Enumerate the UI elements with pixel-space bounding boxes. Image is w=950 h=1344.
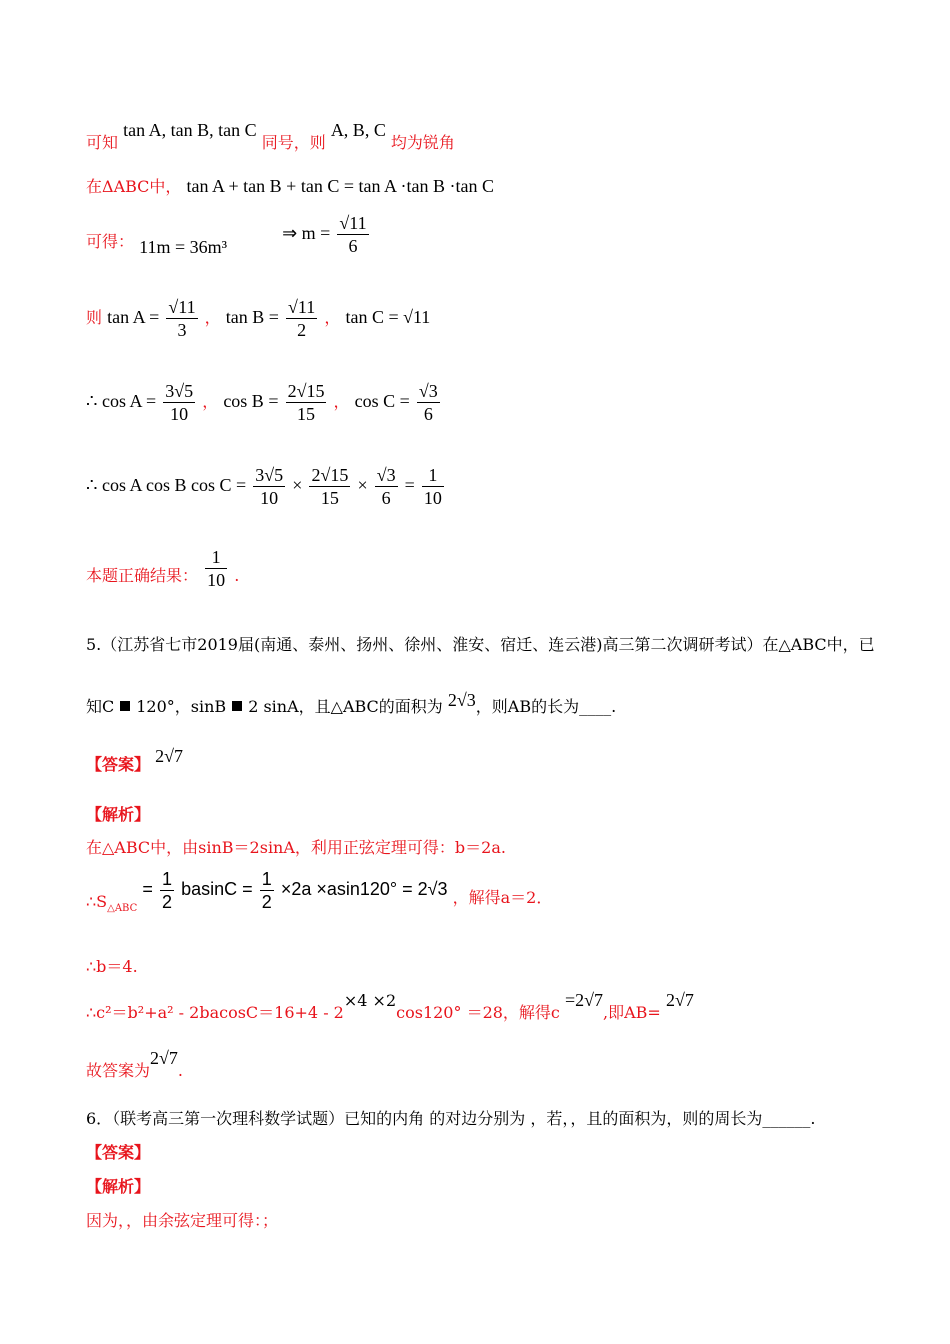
fraction: $\frac{1}{2}$ <box>161 869 172 912</box>
fraction: $\frac{2√15}{15}$ <box>287 381 325 424</box>
analysis-5-final: 故答案为2√7. <box>86 1048 183 1080</box>
question-6: 6．（联考高三第一次理科数学试题）已知的内角 的对边分别为 ，若，，且的面积为，则的周长为______. <box>86 1109 816 1128</box>
fraction: $\frac{√11}{3}$ <box>168 297 196 340</box>
analysis-6-step-1: 因为，，由余弦定理可得：； <box>86 1211 279 1230</box>
solution-line-cos-values: ∴ cos A = $\frac{3√5}{10}$ ， cos B = $\frac{2√15}{15}$ ， cos C = $\frac{√3}{6}$ <box>86 381 438 424</box>
fraction: $\frac{1}{2}$ <box>261 869 272 912</box>
fraction: $\frac{3√5}{10}$ <box>255 465 284 508</box>
fraction: $\frac{1}{10}$ <box>423 465 442 508</box>
solution-line-cos-product: ∴ cos A cos B cos C = $\frac{3√5}{10}$ × $\frac{2√15}{15}$ × $\frac{√3}{6}$ = $\frac{1}{10}$ <box>86 465 442 508</box>
fraction: $\frac{2√15}{15}$ <box>311 465 349 508</box>
analysis-5-step-4: ∴c²＝b²+a² - 2bacosC＝16+4 - 2×4 ×2cos120° ＝28，解得c =2√7,即AB= 2√7 <box>86 990 694 1022</box>
fraction: $\frac{3√5}{10}$ <box>165 381 194 424</box>
solution-line-tan-values: 则 tan A = $\frac{√11}{3}$ ， tan B = $\frac{√11}{2}$ ， tan C = √11 <box>86 297 431 340</box>
answer-6-label: 【答案】 <box>86 1143 151 1162</box>
analysis-5-step-3: ∴b＝4. <box>86 957 138 976</box>
answer-5: 【答案】 2√7 <box>86 746 183 774</box>
fraction: $\frac{√3}{6}$ <box>418 381 438 424</box>
solution-line-tan-identity: 在ΔABC中， tan A + tan B + tan C = tan A ·tan B ·tan C <box>86 176 494 196</box>
question-5-line-1: 5.（江苏省七市2019届(南通、泰州、扬州、徐州、淮安、宿迁、连云港)高三第二次调研考试）在△ABC中，已 <box>86 635 875 654</box>
fraction: $\frac{√11}{6}$ <box>339 213 367 256</box>
analysis-5-label: 【解析】 <box>86 805 151 824</box>
solution-line-solve-m: 可得： 11m = 36m³ ⇒ m = $\frac{√11}{6}$ <box>86 213 367 257</box>
question-5-line-2: 知C 120°，sinB 2 sinA，且△ABC的面积为 2√3，则AB的长为____. <box>86 690 617 716</box>
solution-line-result: 本题正确结果： $\frac{1}{10}$ . <box>86 547 240 590</box>
analysis-6-label: 【解析】 <box>86 1177 151 1196</box>
analysis-5-step-1: 在△ABC中，由sinB＝2sinA，利用正弦定理可得：b＝2a. <box>86 838 506 857</box>
missing-glyph-box <box>232 701 242 711</box>
fraction: $\frac{√11}{2}$ <box>288 297 316 340</box>
analysis-5-step-2: $\therefore S_{\triangle ABC}$ = $\frac{1}{2}$ basinC = $\frac{1}{2}$ ×2a ×asin120° = 2√3 ，解得a＝2． <box>86 869 553 914</box>
solution-line-acute: 可知 tan A, tan B, tan C 同号，则 A, B, C 均为锐角 <box>86 120 455 152</box>
fraction: $\frac{√3}{6}$ <box>376 465 396 508</box>
fraction: $\frac{1}{10}$ <box>207 547 226 590</box>
missing-glyph-box <box>120 701 130 711</box>
